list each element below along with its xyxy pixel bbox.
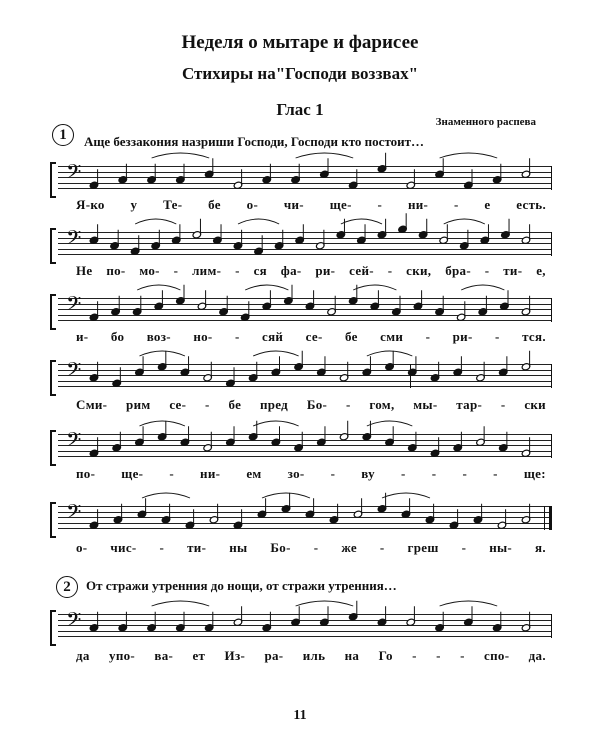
lyric-syllable: ны (229, 540, 248, 555)
lyric-syllable: Бо- (270, 540, 291, 555)
music-staff (58, 428, 552, 456)
page-number: 11 (293, 708, 307, 723)
lyric-syllable: ще: (523, 466, 546, 481)
music-staff (58, 608, 552, 636)
lyric-syllable: Я-ко (76, 197, 105, 212)
lyric-syllable: ет (192, 648, 206, 663)
lyric-syllable: се- (305, 329, 323, 344)
lyric-syllable: мы- (413, 397, 438, 412)
lyric-syllable: сей- (349, 263, 374, 278)
lyric-syllable: - (330, 466, 336, 481)
lyric-syllable: бе (345, 329, 358, 344)
music-staff (58, 226, 552, 254)
lyric-syllable: - (169, 466, 174, 481)
slur (353, 285, 396, 290)
lyrics-line (76, 466, 546, 482)
verse-text-2: От стражи утренния до нощи, от стражи утренния… (86, 578, 397, 593)
lyric-syllable: бе (208, 197, 221, 212)
lyric-syllable: - (500, 397, 506, 412)
slur (440, 601, 498, 606)
lyric-syllable: да. (528, 648, 546, 663)
lyric-syllable: ра- (264, 648, 284, 663)
lyric-syllable: - (235, 263, 240, 278)
slur (367, 351, 412, 356)
music-staff (58, 292, 552, 320)
verse-number-2: 2 (56, 576, 78, 598)
lyric-syllable: ни- (200, 466, 221, 481)
tone-heading: Глас 1 (276, 100, 324, 119)
lyric-syllable: - (425, 329, 431, 344)
lyric-syllable: - (173, 263, 179, 278)
lyric-syllable: ву (361, 466, 375, 481)
verse-text-1: Аще беззакония назриши Господи, Господи кто постоит… (84, 134, 425, 149)
slur (253, 421, 298, 426)
lyric-syllable: чис- (110, 540, 137, 555)
staff-bracket (50, 360, 56, 396)
lyric-syllable: ри- (315, 263, 336, 278)
lyric-syllable: е, (536, 263, 546, 278)
lyric-syllable: - (460, 648, 465, 663)
bass-clef-icon: 𝄢 (66, 226, 82, 254)
slur (238, 219, 279, 224)
slur (262, 493, 310, 498)
lyric-syllable: же (341, 540, 357, 555)
music-staff (58, 160, 552, 188)
slur (142, 493, 190, 498)
lyric-syllable: - (484, 263, 490, 278)
lyric-syllable: - (436, 648, 441, 663)
lyric-syllable: - (345, 397, 351, 412)
lyric-syllable: ще- (121, 466, 144, 481)
lyric-syllable: спо- (484, 648, 510, 663)
lyric-syllable: сяй (262, 329, 284, 344)
notes-group (58, 492, 552, 544)
slur (139, 421, 184, 426)
slur (296, 153, 354, 158)
staff-bracket (50, 294, 56, 330)
lyric-syllable: - (313, 540, 319, 555)
slur (444, 219, 485, 224)
lyric-syllable: се- (169, 397, 187, 412)
slur (135, 219, 176, 224)
slur (152, 601, 210, 606)
lyric-syllable: рим (126, 397, 151, 412)
lyric-syllable: я. (535, 540, 546, 555)
bass-clef-icon: 𝄢 (66, 358, 82, 386)
notes-group (58, 420, 552, 472)
lyric-syllable: - (453, 197, 459, 212)
lyrics-line (76, 648, 546, 664)
notes-group (58, 350, 552, 402)
staff-bracket (50, 502, 56, 538)
lyric-syllable: е (484, 197, 491, 212)
slur (245, 285, 288, 290)
slur (139, 351, 184, 356)
lyric-syllable: - (431, 466, 437, 481)
lyric-syllable: Бо- (306, 397, 328, 412)
lyric-syllable: фа- (280, 263, 302, 278)
lyric-syllable: ски (524, 397, 546, 412)
lyric-syllable: греш (407, 540, 439, 555)
staff-bracket (50, 610, 56, 646)
lyric-syllable: ны- (489, 540, 513, 555)
lyric-syllable: ти- (187, 540, 207, 555)
slur (152, 153, 210, 158)
lyrics-line (76, 263, 546, 279)
lyric-syllable: и- (76, 329, 89, 344)
slur (382, 493, 430, 498)
bass-clef-icon: 𝄢 (66, 428, 82, 456)
lyric-syllable: бе (228, 397, 242, 412)
lyric-syllable: - (401, 466, 406, 481)
lyric-syllable: сми (380, 329, 404, 344)
lyric-syllable: ски, (406, 263, 432, 278)
lyric-syllable: по- (76, 466, 96, 481)
lyric-syllable: - (462, 466, 468, 481)
lyric-syllable: есть. (516, 197, 546, 212)
bass-clef-icon: 𝄢 (66, 500, 82, 528)
lyric-syllable: Те- (163, 197, 183, 212)
lyric-syllable: о- (246, 197, 259, 212)
lyric-syllable: - (205, 397, 210, 412)
lyric-syllable: у (130, 197, 138, 212)
lyrics-line (76, 197, 546, 213)
lyrics-line (76, 540, 546, 556)
lyric-syllable: чи- (283, 197, 304, 212)
slur (367, 421, 412, 426)
slur (253, 351, 298, 356)
lyric-syllable: мо- (139, 263, 160, 278)
lyric-syllable: Сми- (76, 397, 108, 412)
lyric-syllable: - (461, 540, 467, 555)
lyric-syllable: Из- (224, 648, 246, 663)
lyric-syllable: ще- (329, 197, 352, 212)
lyric-syllable: по- (106, 263, 126, 278)
lyric-syllable: тся. (522, 329, 546, 344)
bass-clef-icon: 𝄢 (66, 608, 82, 636)
slur (461, 285, 504, 290)
lyric-syllable: воз- (146, 329, 171, 344)
lyric-syllable: ся (253, 263, 267, 278)
lyric-syllable: иль (302, 648, 326, 663)
lyric-syllable: гом, (369, 397, 395, 412)
lyric-syllable: ни- (407, 197, 429, 212)
slur (137, 285, 180, 290)
page-title: Неделя о мытаре и фарисее (181, 32, 419, 53)
chant-label: Знаменного распева (435, 116, 536, 128)
notes-group (58, 600, 552, 652)
lyric-syllable: ти- (503, 263, 523, 278)
lyric-syllable: но- (193, 329, 213, 344)
staff-bracket (50, 228, 56, 264)
lyric-syllable: упо- (109, 648, 136, 663)
lyric-syllable: о- (76, 540, 88, 555)
lyric-syllable: - (379, 540, 385, 555)
staff-bracket (50, 162, 56, 198)
lyric-syllable: - (412, 648, 417, 663)
music-staff (58, 358, 552, 386)
lyric-syllable: лим- (192, 263, 222, 278)
slur (341, 219, 382, 224)
lyric-syllable: - (234, 329, 240, 344)
lyric-syllable: пред (259, 397, 289, 412)
lyric-syllable: тар- (456, 397, 483, 412)
lyric-syllable: на (344, 648, 360, 663)
lyric-syllable: да (76, 648, 90, 663)
lyric-syllable: - (387, 263, 393, 278)
lyrics-line (76, 397, 546, 413)
verse-number-1: 1 (52, 124, 74, 146)
slur (296, 601, 354, 606)
lyric-syllable: - (493, 466, 498, 481)
lyrics-line (76, 329, 546, 345)
lyric-syllable: бо (110, 329, 125, 344)
lyric-syllable: бра- (445, 263, 471, 278)
bass-clef-icon: 𝄢 (66, 292, 82, 320)
music-staff (58, 500, 552, 528)
lyric-syllable: Го (378, 648, 393, 663)
slur (440, 153, 498, 158)
lyric-syllable: ва- (154, 648, 174, 663)
lyric-syllable: ем (246, 466, 262, 481)
bass-clef-icon: 𝄢 (66, 160, 82, 188)
lyric-syllable: - (377, 197, 383, 212)
staff-bracket (50, 430, 56, 466)
lyric-syllable: ри- (452, 329, 473, 344)
lyric-syllable: зо- (287, 466, 305, 481)
lyric-syllable: - (495, 329, 500, 344)
lyric-syllable: - (159, 540, 165, 555)
page-subtitle: Стихиры на"Господи воззвах" (181, 64, 419, 83)
lyric-syllable: Не (76, 263, 93, 278)
